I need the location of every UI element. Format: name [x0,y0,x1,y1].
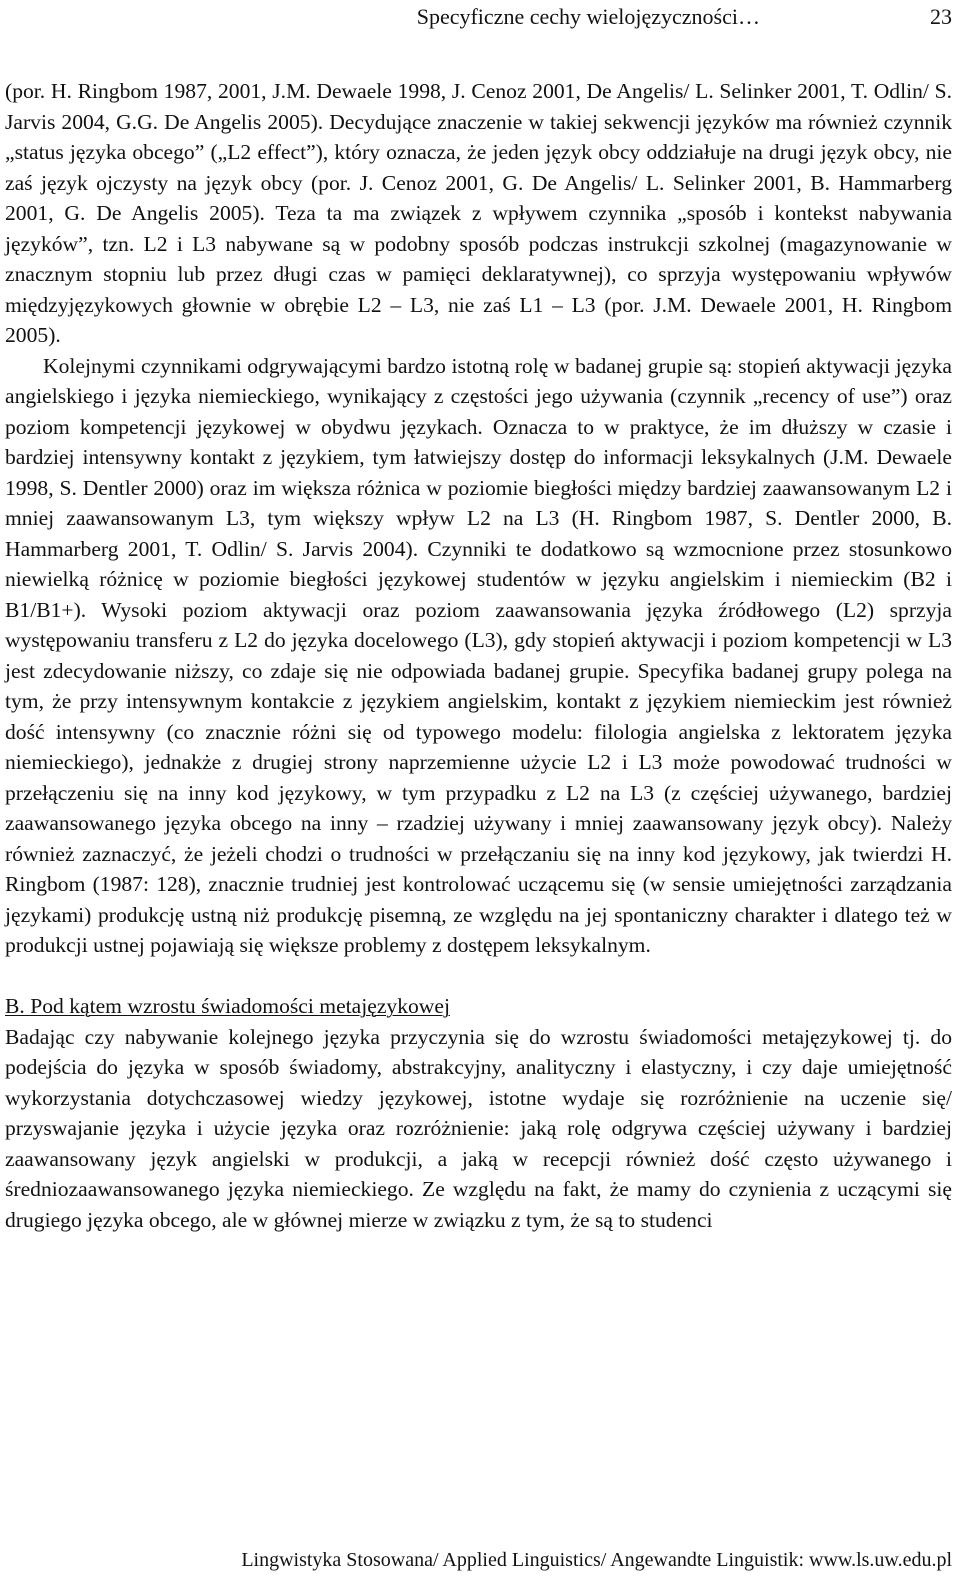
running-header [0,2,952,32]
journal-footer: Lingwistyka Stosowana/ Applied Linguistics/ Angewandte Linguistik: www.ls.uw.edu.pl [241,1549,952,1571]
body-paragraph-3: Badając czy nabywanie kolejnego języka przyczynia się do wzrostu świadomości metajęzykowej tj. do podejścia do języka w sposób świadomy, abstrakcyjny, analityczny i elastyczny, i czy daje umiejętność wykorzystania dotychczasowej wiedzy językowej, istotne wydaje się rozróżnienie na uczenie się/ przyswajanie języka i użycie języka oraz rozróżnienie: jaką rolę odgrywa częściej używany i bardziej zaawansowany język angielski w produkcji, a jaką w recepcji również dość często używanego i średniozaawansowanego języka niemieckiego. Ze względu na fakt, że mamy do czynienia z uczącymi się drugiego języka obcego, ale w głównej mierze w związku z tym, że są to studenci [5,1024,952,1232]
body-paragraph-1: (por. H. Ringbom 1987, 2001, J.M. Dewaele 1998, J. Cenoz 2001, De Angelis/ L. Selinker 2001, T. Odlin/ S. Jarvis 2004, G.G. De Angelis 2005). Decydujące znaczenie w takiej sekwencji języków ma również czynnik „status języka obcego” („L2 effect”), który oznacza, że jeden język obcy oddziałuje na drugi język obcy, nie zaś język ojczysty na język obcy (por. J. Cenoz 2001, G. De Angelis/ L. Selinker 2001, B. Hammarberg 2001, G. De Angelis 2005). Teza ta ma związek z wpływem czynnika „sposób i kontekst nabywania języków”, tzn. L2 i L3 nabywane są w podobny sposób podczas instrukcji szkolnej (magazynowanie w znacznym stopniu lub przez długi czas w pamięci deklaratywnej), co sprzyja występowaniu wpływów międzyjęzykowych głownie w obrębie L2 – L3, nie zaś L1 – L3 (por. J.M. Dewaele 2001, H. Ringbom 2005). [5,79,952,347]
running-title: Specyficzne cechy wielojęzyczności… [416,4,760,29]
body-paragraph-2: Kolejnymi czynnikami odgrywającymi bardzo istotną rolę w badanej grupie są: stopień aktywacji języka angielskiego i języka niemieckiego, wynikający z częstości jego używania (czynnik „recency of use”) oraz poziom kompetencji językowej w obydwu językach. Oznacza to w praktyce, że im dłuższy w czasie i bardziej intensywny kontakt z językiem, tym łatwiejszy dostęp do informacji leksykalnych (J.M. Dewaele 1998, S. Dentler 2000) oraz im większa różnica w poziomie biegłości między bardziej zaawansowanym L2 i mniej zaawansowanym L3, tym większy wpływ L2 na L3 (H. Ringbom 1987, S. Dentler 2000, B. Hammarberg 2001, T. Odlin/ S. Jarvis 2004). Czynniki te dodatkowo są wzmocnione przez stosunkowo niewielką różnicę w poziomie biegłości językowej studentów w języku angielskim i niemieckim (B2 i B1/B1+). Wysoki poziom aktywacji oraz poziom zaawansowania języka źródłowego (L2) sprzyja występowaniu transferu z L2 do języka docelowego (L3), gdy stopień aktywacji i poziom kompetencji w L3 jest zdecydowanie niższy, co zdaje się nie odpowiada badanej grupie. Specyfika badanej grupy polega na tym, że przy intensywnym kontakcie z językiem angielskim, kontakt z językiem niemieckim jest również dość intensywny (co znacznie różni się od typowego modelu: filologia angielska z lektoratem języka niemieckiego), jednakże z drugiej strony naprzemienne użycie L2 i L3 może powodować trudności w przełączeniu się na inny kod językowy, w tym przypadku z L2 na L3 (z częściej używanego, bardziej zaawansowanego języka obcego na inny – rzadziej używany i mniej zaawansowany język obcy). Należy również zaznaczyć, że jeżeli chodzi o trudności w przełączaniu się na inny kod językowy, jak twierdzi H. Ringbom (1987: 128), znacznie trudniej jest kontrolować uczącemu się (w sensie umiejętności zarządzania językami) produkcję ustną niż produkcję pisemną, ze względu na jej spontaniczny charakter i dlatego też w produkcji ustnej pojawiają się większe problemy z dostępem leksykalnym. [5,353,952,957]
section-heading: B. Pod kątem wzrostu świadomości metajęzykowej [5,994,450,1018]
page-number: 23 [930,4,952,29]
article-body [5,76,952,1235]
